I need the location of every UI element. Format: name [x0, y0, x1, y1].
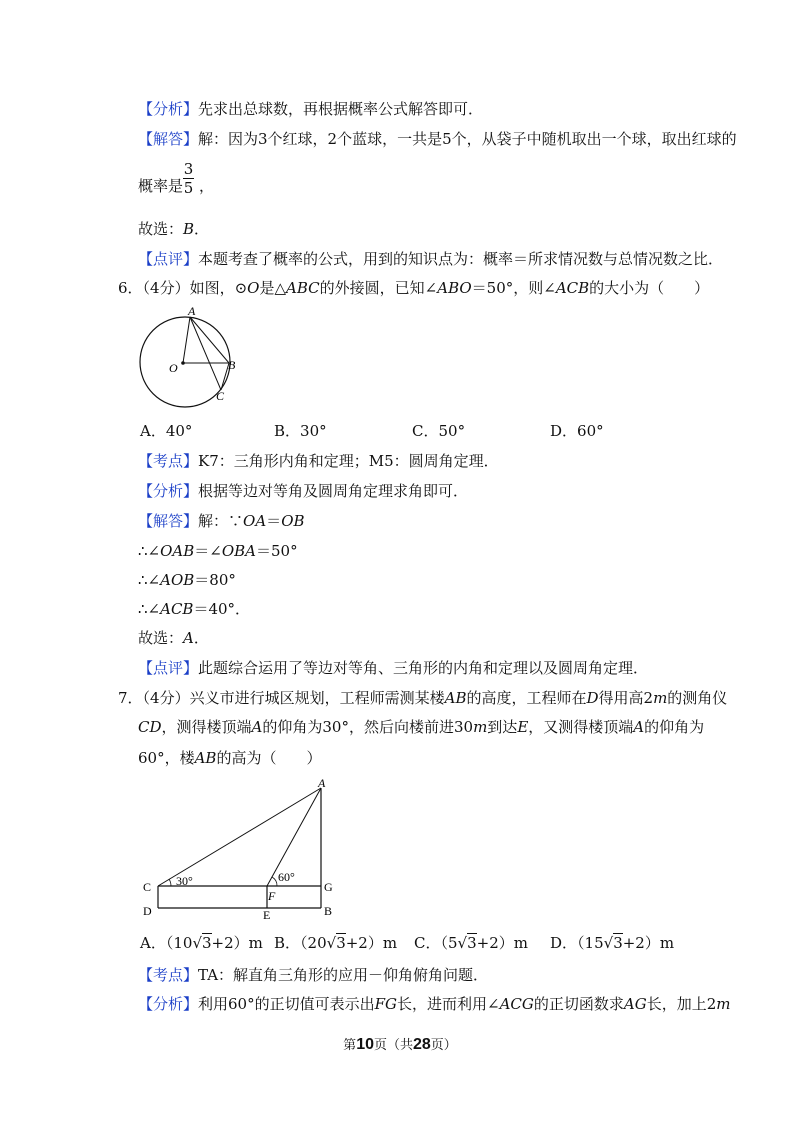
q6-analysis [138, 481, 468, 501]
stem-text: 的仰角为30°，然后向楼前进30 [262, 718, 474, 736]
radicand: 3 [336, 934, 346, 952]
answer-letter: A [183, 629, 194, 647]
label-O: O [169, 361, 178, 375]
stem-text: 60°，楼 [138, 749, 195, 767]
fraction-numerator: 3 [183, 160, 194, 178]
option-letter: C． [414, 934, 441, 952]
question-score: （4分） [142, 279, 190, 297]
stem-var: m [653, 689, 668, 707]
stem-text: 是△ [259, 279, 287, 297]
label-E: E [263, 908, 271, 922]
stem-text: ，又测得楼顶端 [528, 718, 634, 736]
q5-analysis [138, 99, 483, 119]
stem-var: AB [444, 689, 467, 707]
fraction-denominator: 5 [183, 179, 194, 197]
radicand: 3 [202, 934, 212, 952]
footer-text: 第 [343, 1038, 357, 1053]
segment-OA [183, 317, 190, 363]
q6-circle-figure [135, 302, 250, 412]
solution-text: 解：因为3个红球，2个蓝球，一共是5个，从袋子中随机取出一个球，取出红球的 [198, 130, 737, 148]
step-var: OBA [221, 542, 257, 560]
stem-var: A [633, 718, 645, 736]
sqrt-icon: √ [603, 934, 614, 952]
q7-analysis [138, 994, 731, 1014]
q6-step-1 [138, 541, 298, 561]
center-point [181, 361, 185, 365]
option-value: +2）m [622, 934, 675, 952]
key-points-text: TA：解直角三角形的应用－仰角俯角问题． [198, 966, 489, 984]
q5-comment [138, 249, 723, 269]
label-A: A [188, 304, 196, 318]
option-value: +2）m [211, 934, 263, 952]
q5-solution [138, 129, 737, 149]
option-value: （15 [577, 934, 604, 952]
answer-prefix: 故选： [138, 629, 184, 647]
label-B: B [324, 904, 333, 918]
answer-suffix: ． [193, 629, 209, 647]
analysis-text: 的正切函数求 [533, 995, 624, 1013]
stem-text: ＝50°，则∠ [471, 279, 556, 297]
probability-fraction [183, 161, 194, 196]
comment-tag: 【点评】 [138, 250, 199, 268]
stem-var: E [517, 718, 529, 736]
analysis-tag: 【分析】 [138, 482, 199, 500]
sqrt-icon: √ [326, 934, 337, 952]
step-text: ＝50° [256, 542, 298, 560]
stem-var: A [251, 718, 263, 736]
analysis-var: AG [623, 995, 647, 1013]
comment-tag: 【点评】 [138, 659, 199, 677]
q5-answer [138, 219, 209, 239]
probability-prefix: 概率是 [138, 177, 184, 195]
analysis-text: 先求出总球数，再根据概率公式解答即可． [198, 100, 484, 118]
sqrt-icon: √ [457, 934, 468, 952]
stem-var: ACB [555, 279, 590, 297]
analysis-tag: 【分析】 [138, 995, 199, 1013]
analysis-var: FG [374, 995, 397, 1013]
question-score: （4分） [142, 689, 190, 707]
question-number: 6． [118, 279, 143, 297]
total-pages: 28 [413, 1036, 431, 1053]
segment-AC [190, 317, 221, 390]
angle-label-60: 60° [278, 870, 295, 884]
q7-stem-line-1 [118, 688, 727, 708]
q6-answer [138, 628, 209, 648]
option-value: +2）m [476, 934, 528, 952]
step-text: ＝80° [194, 571, 236, 589]
q7-stem-line-2 [138, 717, 704, 737]
q6-option-c[interactable]: C．50° [412, 422, 466, 440]
question-number: 7． [118, 689, 143, 707]
q5-probability-line [138, 176, 214, 196]
stem-var: ABO [437, 279, 472, 297]
label-C: C [143, 880, 152, 894]
analysis-var: ACG [499, 995, 534, 1013]
q6-comment [138, 658, 648, 678]
q7-elevation-figure [138, 777, 348, 922]
q7-option-d[interactable] [550, 933, 674, 953]
q6-option-b[interactable]: B．30° [274, 422, 327, 440]
q6-step-2 [138, 570, 236, 590]
step-var: OAB [160, 542, 195, 560]
sightline-CA [158, 788, 321, 886]
step-text: ∴∠ [138, 600, 161, 618]
solution-text: ＝ [266, 512, 282, 530]
angle-label-30: 30° [176, 874, 193, 888]
q6-option-d[interactable]: D．60° [550, 422, 604, 440]
label-D: D [143, 904, 152, 918]
solution-text: 解：∵ [198, 512, 244, 530]
q6-solution [138, 511, 305, 531]
angle-arc-60 [272, 877, 277, 886]
answer-suffix: ． [194, 220, 210, 238]
stem-var: O [247, 279, 260, 297]
option-letter: D． [550, 934, 578, 952]
option-letter: B． [274, 934, 301, 952]
answer-prefix: 故选： [138, 220, 184, 238]
stem-var: ABC [286, 279, 320, 297]
radicand: 3 [613, 934, 623, 952]
label-F: F [268, 889, 276, 903]
comment-text: 本题考查了概率的公式，用到的知识点为：概率＝所求情况数与总情况数之比． [198, 250, 724, 268]
solution-var: OA [243, 512, 267, 530]
answer-letter: B [183, 220, 195, 238]
stem-text: 的大小为（ ） [589, 279, 710, 297]
analysis-text: 利用60°的正切值可表示出 [198, 995, 375, 1013]
step-var: AOB [160, 571, 195, 589]
analysis-var: m [716, 995, 731, 1013]
stem-text: 到达 [487, 718, 518, 736]
step-var: ACB [160, 600, 194, 618]
comment-text: 此题综合运用了等边对等角、三角形的内角和定理以及圆周角定理． [198, 659, 649, 677]
option-value: （5 [440, 934, 458, 952]
q6-step-3 [138, 599, 250, 619]
analysis-tag: 【分析】 [138, 100, 199, 118]
stem-var: D [586, 689, 599, 707]
stem-text: 如图，⊙ [189, 279, 248, 297]
step-text: ∴∠ [138, 571, 161, 589]
solution-tag: 【解答】 [138, 512, 199, 530]
stem-text: 的高度，工程师在 [466, 689, 587, 707]
sqrt-icon: √ [192, 934, 202, 952]
footer-text: 页（共 [373, 1038, 413, 1053]
q7-option-b[interactable] [274, 933, 397, 953]
stem-text: 的外接圆，已知∠ [319, 279, 438, 297]
stem-text: 的仰角为 [644, 718, 705, 736]
page-number: 10 [356, 1036, 374, 1053]
key-points-text: K7：三角形内角和定理；M5：圆周角定理． [198, 452, 499, 470]
analysis-text: 长，进而利用∠ [397, 995, 500, 1013]
option-letter: A． [140, 934, 166, 952]
step-text: ∴∠ [138, 542, 161, 560]
label-A: A [318, 777, 326, 790]
step-text: ＝40°． [193, 600, 251, 618]
key-points-tag: 【考点】 [138, 452, 199, 470]
stem-text: 的测角仪 [667, 689, 728, 707]
q6-stem [118, 278, 709, 298]
option-value: （10 [165, 934, 193, 952]
solution-var: OB [281, 512, 305, 530]
analysis-text: 根据等边对等角及圆周角定理求角即可． [198, 482, 469, 500]
stem-var: m [473, 718, 488, 736]
q7-option-c[interactable] [414, 933, 528, 953]
label-G: G [324, 880, 333, 894]
stem-text: 兴义市进行城区规划，工程师需测某楼 [189, 689, 445, 707]
q7-key-points [138, 965, 488, 985]
radicand: 3 [467, 934, 477, 952]
q7-stem-line-3 [138, 748, 321, 768]
q6-key-points [138, 451, 499, 471]
step-text: ＝∠ [194, 542, 222, 560]
q7-option-a[interactable] [140, 933, 263, 953]
stem-text: ，测得楼顶端 [161, 718, 252, 736]
q6-option-a[interactable]: A．40° [140, 422, 193, 440]
analysis-text: 长，加上2 [646, 995, 717, 1013]
page-footer [0, 1034, 800, 1054]
angle-arc-30 [169, 879, 171, 886]
probability-suffix: ， [199, 177, 215, 195]
option-value: （20 [300, 934, 327, 952]
option-value: +2）m [345, 934, 398, 952]
label-B: B [228, 358, 236, 372]
stem-var: AB [194, 749, 217, 767]
stem-text: 的高为（ ） [216, 749, 322, 767]
stem-var: CD [138, 718, 162, 736]
stem-text: 得用高2 [598, 689, 654, 707]
label-C: C [216, 389, 225, 403]
footer-text: 页） [430, 1038, 457, 1053]
key-points-tag: 【考点】 [138, 966, 199, 984]
solution-tag: 【解答】 [138, 130, 199, 148]
